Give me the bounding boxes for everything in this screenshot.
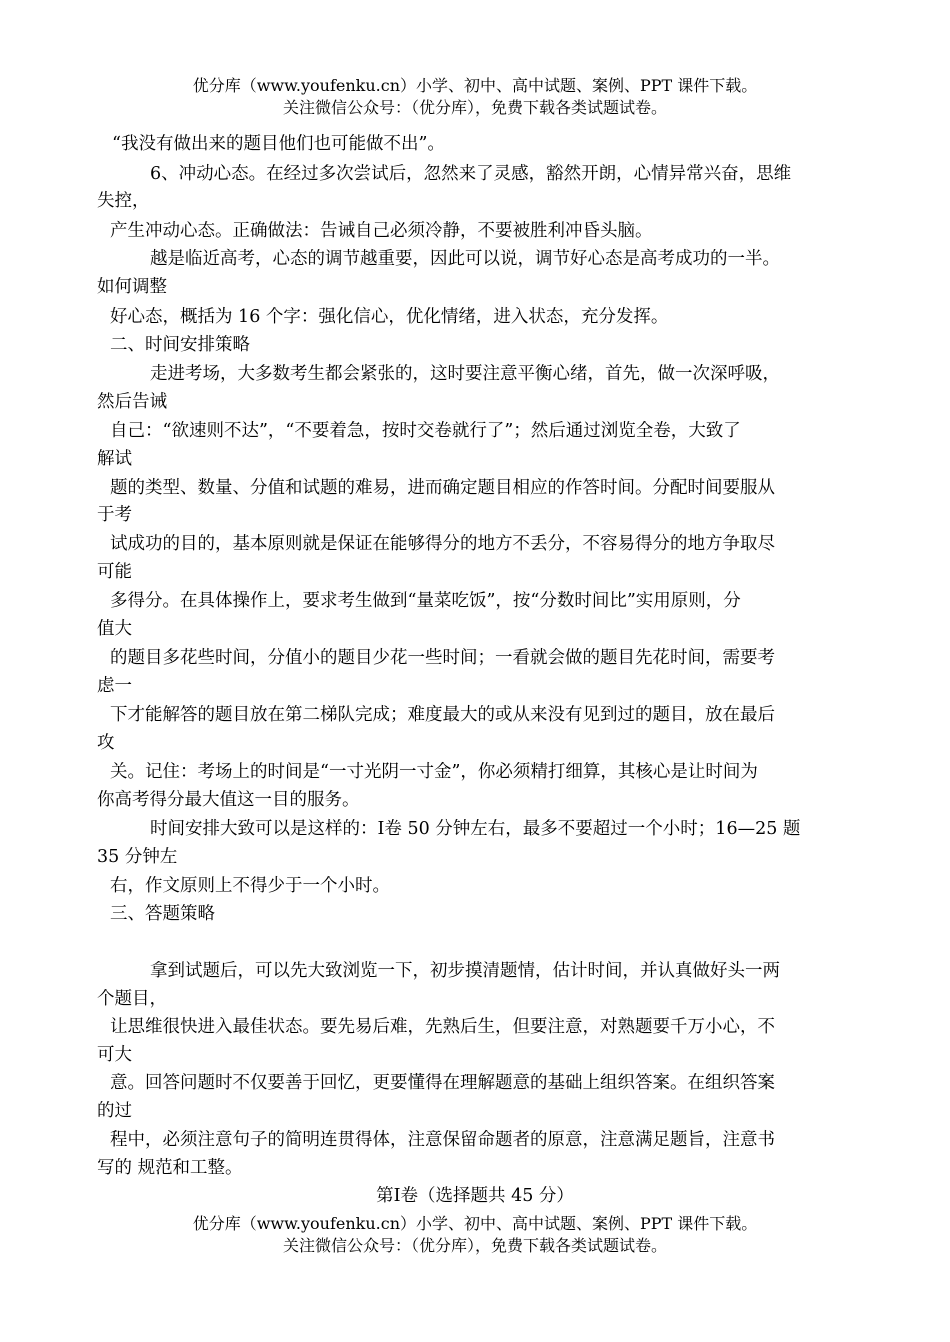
body-line: 题的类型、数量、分值和试题的难易，进而确定题目相应的作答时间。分配时间要服从 [110, 478, 775, 498]
section-heading: 三、答题策略 [110, 904, 215, 924]
body-line: 越是临近高考，心态的调节越重要，因此可以说，调节好心态是高考成功的一半。 [150, 249, 780, 269]
body-line: 6、冲动心态。在经过多次尝试后，忽然来了灵感，豁然开朗，心情异常兴奋，思维 [150, 164, 792, 184]
body-line: 多得分。在具体操作上，要求考生做到“量菜吃饭”，按“分数时间比”实用原则，分 [110, 591, 741, 611]
body-line: 如何调整 [97, 277, 167, 297]
body-line: 虑一 [97, 676, 132, 696]
body-line: 时间安排大致可以是这样的：Ⅰ卷 50 分钟左右，最多不要超过一个小时；16—25 题 [150, 819, 801, 839]
body-line: 个题目， [97, 989, 167, 1009]
body-line: 拿到试题后，可以先大致浏览一下，初步摸清题情，估计时间，并认真做好头一两 [150, 961, 780, 981]
section-heading: 二、时间安排策略 [110, 335, 250, 355]
header-line-2: 关注微信公众号：（优分库），免费下载各类试题试卷。 [282, 98, 667, 117]
body-line: 的题目多花些时间，分值小的题目少花一些时间；一看就会做的题目先花时间，需要考 [110, 648, 775, 668]
footer-line-1: 优分库（www.youfenku.cn）小学、初中、高中试题、案例、PPT 课件下载。 [192, 1214, 758, 1233]
body-line: 关。记住：考场上的时间是“一寸光阴一寸金”，你必须精打细算，其核心是让时间为 [110, 762, 758, 782]
body-line: 的过 [97, 1101, 132, 1121]
body-line: 35 分钟左 [97, 847, 178, 867]
footer-line-2: 关注微信公众号：（优分库），免费下载各类试题试卷。 [282, 1236, 667, 1255]
body-line: 走进考场，大多数考生都会紧张的，这时要注意平衡心绪，首先，做一次深呼吸， [150, 364, 780, 384]
body-line: 你高考得分最大值这一目的服务。 [97, 790, 360, 810]
header-line-1: 优分库（www.youfenku.cn）小学、初中、高中试题、案例、PPT 课件下载。 [192, 76, 758, 95]
body-line: 可能 [97, 562, 132, 582]
body-line: 意。回答问题时不仅要善于回忆，更要懂得在理解题意的基础上组织答案。在组织答案 [110, 1073, 775, 1093]
body-line: 好心态，概括为 16 个字：强化信心，优化情绪，进入状态，充分发挥。 [110, 307, 669, 327]
body-line: 可大 [97, 1045, 132, 1065]
section-title: 第Ⅰ卷（选择题共 45 分） [376, 1186, 574, 1206]
body-line: 然后告诫 [97, 392, 167, 412]
body-line: 攻 [97, 733, 115, 753]
body-line: 失控， [97, 191, 150, 211]
body-line: 试成功的目的，基本原则就是保证在能够得分的地方不丢分，不容易得分的地方争取尽 [110, 534, 775, 554]
body-line: “我没有做出来的题目他们也可能做不出”。 [112, 134, 445, 154]
body-line: 于考 [97, 505, 132, 525]
body-line: 右，作文原则上不得少于一个小时。 [110, 876, 390, 896]
body-line: 自己：“欲速则不达”，“不要着急，按时交卷就行了”；然后通过浏览全卷，大致了 [110, 421, 741, 441]
body-line: 值大 [97, 619, 132, 639]
body-line: 解试 [97, 449, 132, 469]
body-line: 下才能解答的题目放在第二梯队完成；难度最大的或从来没有见到过的题目，放在最后 [110, 705, 775, 725]
body-line: 让思维很快进入最佳状态。要先易后难，先熟后生，但要注意，对熟题要千万小心，不 [110, 1017, 775, 1037]
body-line: 程中，必须注意句子的简明连贯得体，注意保留命题者的原意，注意满足题旨，注意书 [110, 1130, 775, 1150]
body-line: 写的 规范和工整。 [97, 1158, 243, 1178]
body-line: 产生冲动心态。正确做法：告诫自己必须冷静，不要被胜利冲昏头脑。 [110, 221, 653, 241]
